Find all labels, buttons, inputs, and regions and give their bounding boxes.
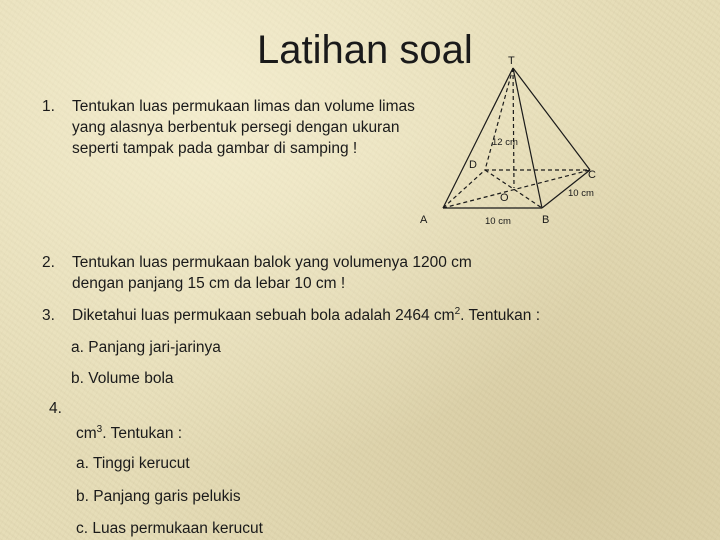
question-2-line: dengan panjang 15 cm da lebar 10 cm ! [72,275,346,292]
question-4-item-c: c. Luas permukaan kerucut [76,520,263,537]
question-1-line: seperti tampak pada gambar di samping ! [72,140,358,157]
question-4-text-main: cm [76,425,97,442]
vertex-label-b: B [542,214,550,226]
question-3-superscript: 2 [454,305,461,317]
question-1-number: 1. [42,98,55,115]
vertex-label-o: O [500,192,509,204]
question-2-line: Tentukan luas permukaan balok yang volumenya 1200 cm [72,254,472,271]
base-length-label: 10 cm [485,216,511,227]
question-3-text-main: Diketahui luas permukaan sebuah bola adalah 2464 cm [72,307,455,324]
question-4-item-a: a. Tinggi kerucut [76,455,190,472]
edge-td-hidden [485,68,513,170]
edge-tc [513,68,590,170]
vertex-label-c: C [588,169,596,181]
height-label: 12 cm [492,137,518,148]
vertex-label-d: D [469,159,477,171]
question-3-number: 3. [42,307,55,324]
question-3-item-b: b. Volume bola [71,370,174,387]
question-4-number: 4. [49,400,62,417]
vertex-label-t: T [508,55,515,67]
question-4-text-end: . Tentukan : [102,425,183,442]
question-3-item-a: a. Panjang jari-jarinya [71,339,221,356]
question-1-line: Tentukan luas permukaan limas dan volume limas [72,98,415,115]
vertex-label-a: A [420,214,428,226]
question-4-item-b: b. Panjang garis pelukis [76,488,241,505]
question-2-number: 2. [42,254,55,271]
question-1-line: yang alasnya berbentuk persegi dengan ukuran [72,119,400,136]
page-title: Latihan soal [257,28,473,72]
question-3-text-end: . Tentukan : [460,307,541,324]
base-width-label: 10 cm [568,188,594,199]
question-4-superscript: 3 [96,423,103,435]
